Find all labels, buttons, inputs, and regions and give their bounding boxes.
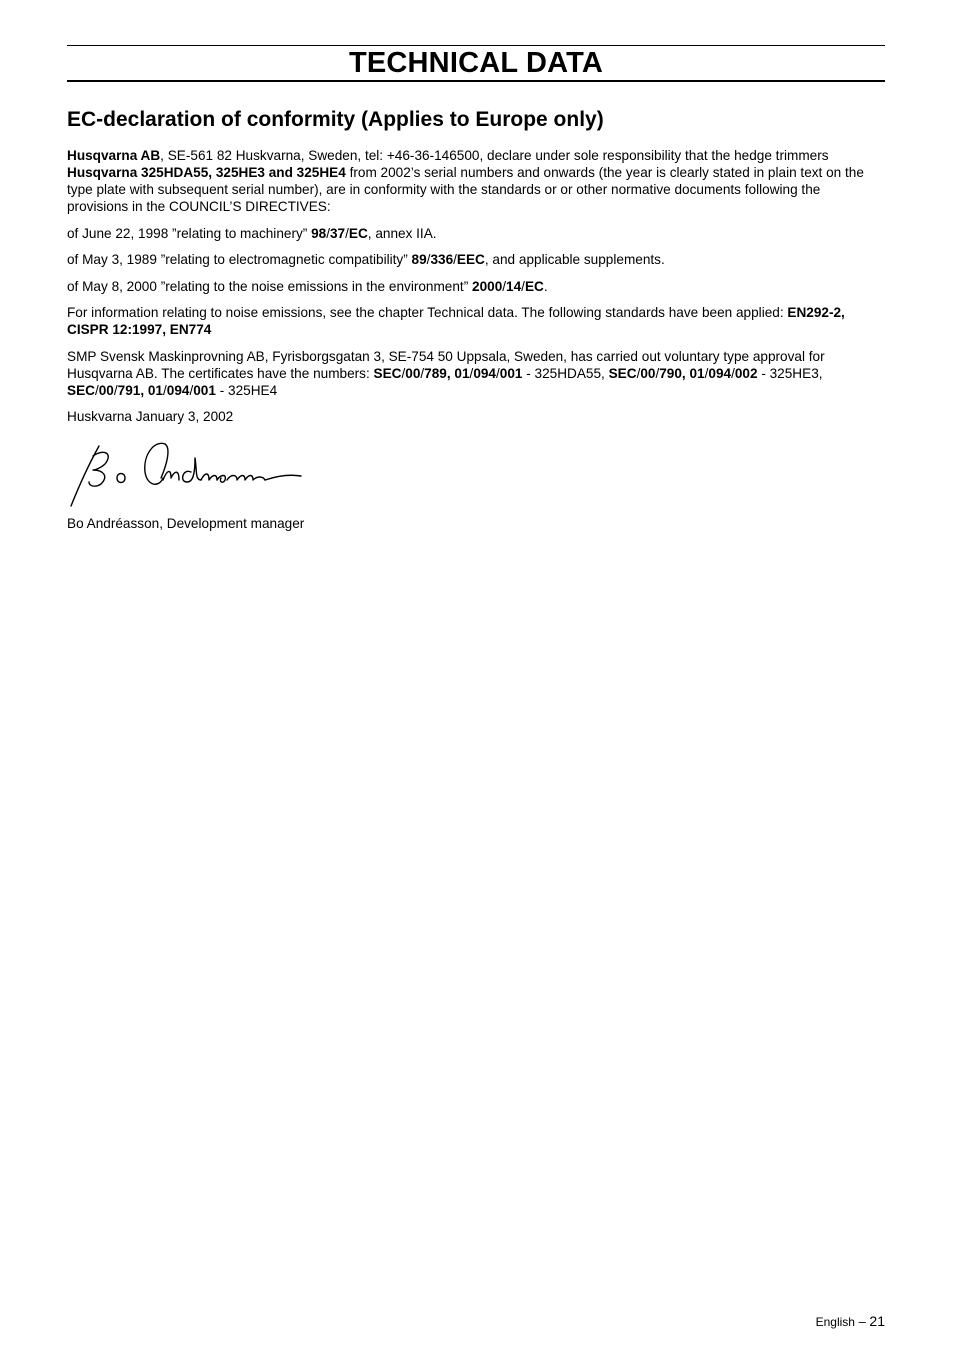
signature	[67, 434, 307, 510]
directive-emc: of May 3, 1989 ”relating to electromagnetic compatibility” 89/336/EEC, and applicable supplements.	[67, 252, 665, 267]
directive-machinery: of June 22, 1998 ”relating to machinery” 98/37/EC, annex IIA.	[67, 225, 437, 241]
type-approval-paragraph: SMP Svensk Maskinprovning AB, Fyrisborgsgatan 3, SE-754 50 Uppsala, Sweden, has carried out voluntary type approval for Husqvarna AB. The certificates have the numbers: SEC/00/789, 01/094/001 - 325HDA55, SEC/00/790, 01/094/002 - 325HE3, SEC/00/791, 01/094/001 - 325HE4	[67, 348, 825, 398]
page-header	[67, 45, 885, 82]
noise-standards-paragraph: For information relating to noise emissions, see the chapter Technical data. The following standards have been applied: EN292-2, CISPR 12:1997, EN774	[67, 305, 845, 337]
signature-strokes	[71, 443, 301, 506]
page-footer	[816, 1312, 885, 1331]
product-models: Husqvarna 325HDA55, 325HE3 and 325HE4	[67, 165, 346, 180]
company-name: Husqvarna AB	[67, 148, 161, 163]
directive-noise: of May 8, 2000 ”relating to the noise emissions in the environment” 2000/14/EC.	[67, 278, 548, 294]
declaration-body	[67, 147, 885, 435]
page-title: TECHNICAL DATA	[348, 47, 604, 79]
footer-separator: –	[854, 1314, 870, 1329]
applied-standards: EN292-2, CISPR 12:1997, EN774	[67, 305, 845, 337]
signatory-name: Bo Andréasson, Development manager	[67, 516, 305, 531]
declaration-paragraph: Husqvarna AB, SE-561 82 Huskvarna, Sweden, tel: +46-36-146500, declare under sole responsibility that the hedge trimmers Husqvarna 325HDA55, 325HE3 and 325HE4 from 2002’s serial numbers and onwards (the year is clearly stated in plain text on the type plate with subsequent serial number), are in conformity with the standards or or other normative documents following the provisions in the COUNCIL’S DIRECTIVES:	[67, 148, 864, 214]
section-heading: EC-declaration of conformity (Applies to Europe only)	[67, 108, 604, 131]
footer-language: English	[815, 1315, 855, 1329]
place-date: Huskvarna January 3, 2002	[67, 409, 234, 424]
page-number: 21	[869, 1313, 885, 1329]
signature-image	[67, 434, 307, 510]
